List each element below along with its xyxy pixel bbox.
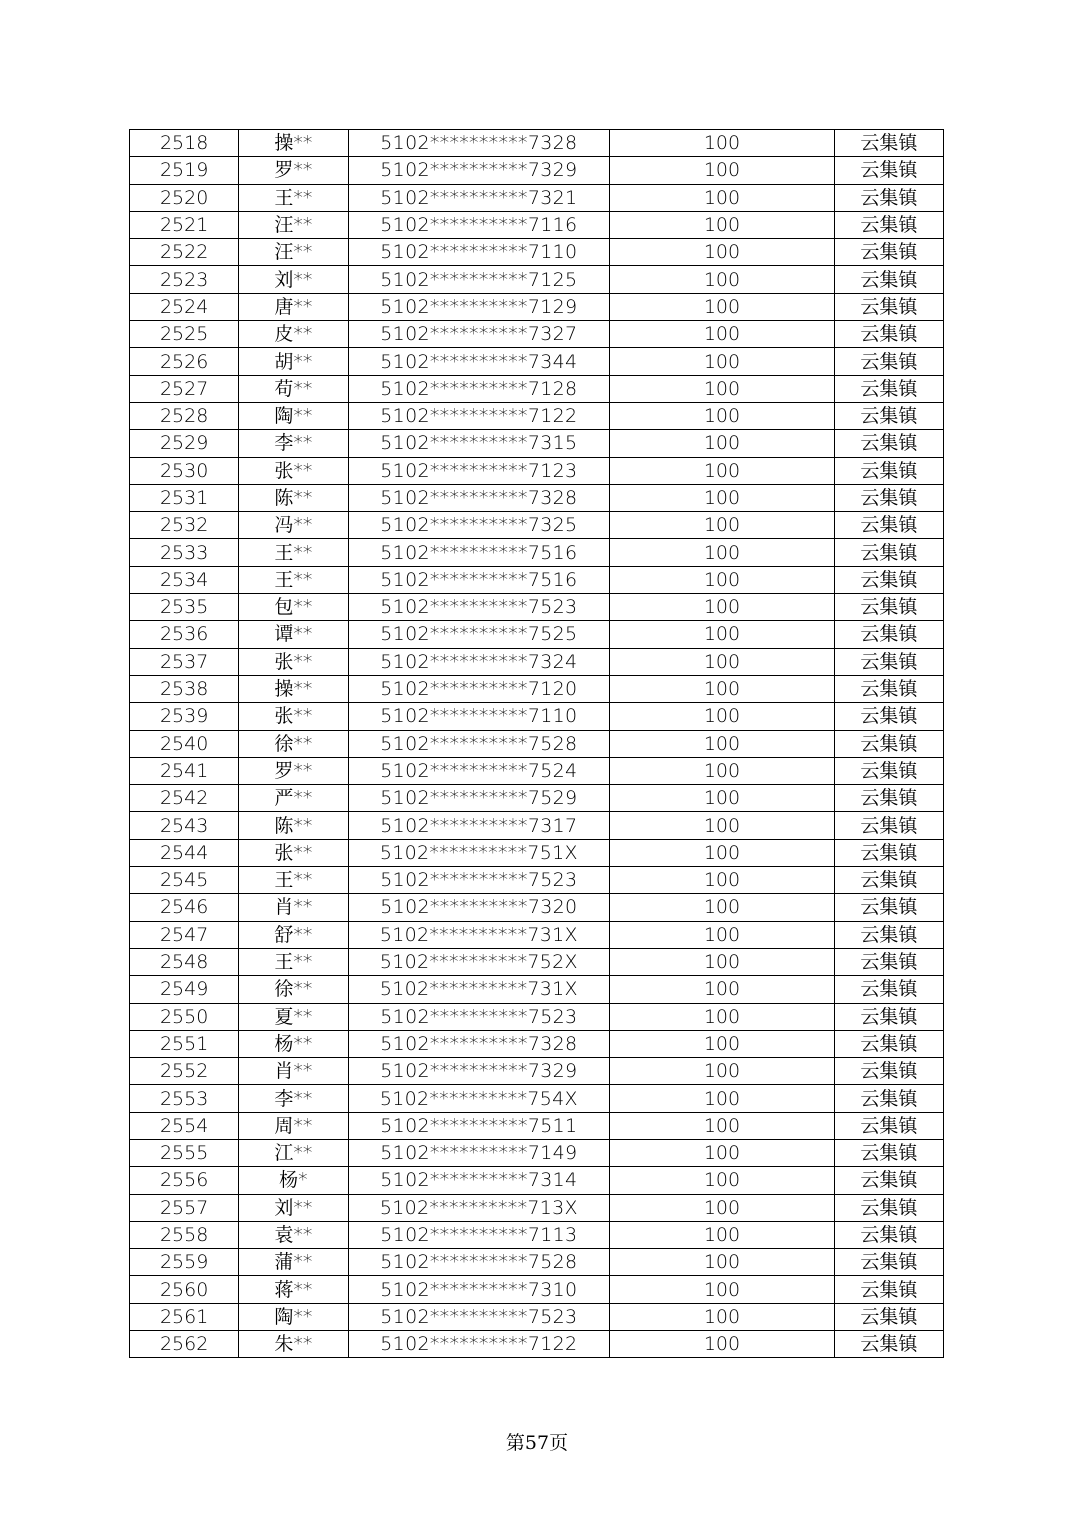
table-row (130, 348, 944, 375)
town-cell: 云集镇 (834, 1058, 943, 1085)
row-number-cell: 2522 (130, 239, 239, 266)
table-row (130, 703, 944, 730)
amount-cell: 100 (610, 157, 835, 184)
name-cell: 杨* (239, 1167, 348, 1194)
id-number-cell: 5102**********7524 (348, 757, 610, 784)
amount-cell: 100 (610, 211, 835, 238)
name-cell: 张** (239, 839, 348, 866)
table-row (130, 1139, 944, 1166)
table-row (130, 130, 944, 157)
id-number-cell: 5102**********7328 (348, 130, 610, 157)
id-number-cell: 5102**********7327 (348, 321, 610, 348)
amount-cell: 100 (610, 457, 835, 484)
id-number-cell: 5102**********731X (348, 921, 610, 948)
table-row (130, 1030, 944, 1057)
row-number-cell: 2553 (130, 1085, 239, 1112)
amount-cell: 100 (610, 1249, 835, 1276)
row-number-cell: 2523 (130, 266, 239, 293)
row-number-cell: 2545 (130, 867, 239, 894)
table-row (130, 921, 944, 948)
name-cell: 李** (239, 1085, 348, 1112)
town-cell: 云集镇 (834, 812, 943, 839)
name-cell: 皮** (239, 321, 348, 348)
id-number-cell: 5102**********7328 (348, 484, 610, 511)
id-number-cell: 5102**********7523 (348, 867, 610, 894)
town-cell: 云集镇 (834, 1276, 943, 1303)
row-number-cell: 2532 (130, 512, 239, 539)
table-row (130, 1003, 944, 1030)
row-number-cell: 2538 (130, 675, 239, 702)
town-cell: 云集镇 (834, 594, 943, 621)
row-number-cell: 2541 (130, 757, 239, 784)
row-number-cell: 2530 (130, 457, 239, 484)
amount-cell: 100 (610, 812, 835, 839)
town-cell: 云集镇 (834, 757, 943, 784)
town-cell: 云集镇 (834, 539, 943, 566)
row-number-cell: 2535 (130, 594, 239, 621)
town-cell: 云集镇 (834, 894, 943, 921)
name-cell: 周** (239, 1112, 348, 1139)
table-row (130, 812, 944, 839)
town-cell: 云集镇 (834, 375, 943, 402)
id-number-cell: 5102**********7129 (348, 293, 610, 320)
table-row (130, 1331, 944, 1358)
amount-cell: 100 (610, 184, 835, 211)
row-number-cell: 2547 (130, 921, 239, 948)
id-number-cell: 5102**********7525 (348, 621, 610, 648)
town-cell: 云集镇 (834, 1112, 943, 1139)
amount-cell: 100 (610, 512, 835, 539)
name-cell: 张** (239, 648, 348, 675)
row-number-cell: 2559 (130, 1249, 239, 1276)
table-row (130, 948, 944, 975)
id-number-cell: 5102**********7315 (348, 430, 610, 457)
id-number-cell: 5102**********7325 (348, 512, 610, 539)
id-number-cell: 5102**********7516 (348, 566, 610, 593)
row-number-cell: 2560 (130, 1276, 239, 1303)
town-cell: 云集镇 (834, 1221, 943, 1248)
id-number-cell: 5102**********713X (348, 1194, 610, 1221)
amount-cell: 100 (610, 921, 835, 948)
town-cell: 云集镇 (834, 976, 943, 1003)
amount-cell: 100 (610, 430, 835, 457)
id-number-cell: 5102**********7528 (348, 730, 610, 757)
amount-cell: 100 (610, 703, 835, 730)
id-number-cell: 5102**********754X (348, 1085, 610, 1112)
amount-cell: 100 (610, 484, 835, 511)
amount-cell: 100 (610, 1331, 835, 1358)
row-number-cell: 2527 (130, 375, 239, 402)
id-number-cell: 5102**********7314 (348, 1167, 610, 1194)
roster-table-body (130, 130, 944, 1358)
town-cell: 云集镇 (834, 1003, 943, 1030)
town-cell: 云集镇 (834, 239, 943, 266)
amount-cell: 100 (610, 675, 835, 702)
id-number-cell: 5102**********7328 (348, 1030, 610, 1057)
amount-cell: 100 (610, 348, 835, 375)
town-cell: 云集镇 (834, 1249, 943, 1276)
table-row (130, 894, 944, 921)
name-cell: 张** (239, 703, 348, 730)
amount-cell: 100 (610, 539, 835, 566)
table-row (130, 293, 944, 320)
table-row (130, 211, 944, 238)
name-cell: 操** (239, 675, 348, 702)
table-row (130, 648, 944, 675)
name-cell: 肖** (239, 894, 348, 921)
amount-cell: 100 (610, 1221, 835, 1248)
name-cell: 冯** (239, 512, 348, 539)
table-row (130, 976, 944, 1003)
row-number-cell: 2562 (130, 1331, 239, 1358)
id-number-cell: 5102**********7120 (348, 675, 610, 702)
row-number-cell: 2540 (130, 730, 239, 757)
id-number-cell: 5102**********7125 (348, 266, 610, 293)
name-cell: 刘** (239, 266, 348, 293)
table-row (130, 1085, 944, 1112)
name-cell: 徐** (239, 730, 348, 757)
table-row (130, 239, 944, 266)
row-number-cell: 2548 (130, 948, 239, 975)
town-cell: 云集镇 (834, 184, 943, 211)
table-row (130, 839, 944, 866)
id-number-cell: 5102**********7528 (348, 1249, 610, 1276)
table-row (130, 594, 944, 621)
amount-cell: 100 (610, 1112, 835, 1139)
amount-cell: 100 (610, 730, 835, 757)
amount-cell: 100 (610, 375, 835, 402)
town-cell: 云集镇 (834, 1303, 943, 1330)
table-row (130, 512, 944, 539)
town-cell: 云集镇 (834, 621, 943, 648)
town-cell: 云集镇 (834, 293, 943, 320)
id-number-cell: 5102**********7110 (348, 703, 610, 730)
row-number-cell: 2521 (130, 211, 239, 238)
amount-cell: 100 (610, 894, 835, 921)
table-row (130, 321, 944, 348)
row-number-cell: 2518 (130, 130, 239, 157)
id-number-cell: 5102**********7116 (348, 211, 610, 238)
town-cell: 云集镇 (834, 648, 943, 675)
row-number-cell: 2555 (130, 1139, 239, 1166)
town-cell: 云集镇 (834, 157, 943, 184)
row-number-cell: 2558 (130, 1221, 239, 1248)
row-number-cell: 2519 (130, 157, 239, 184)
table-row (130, 1167, 944, 1194)
amount-cell: 100 (610, 1194, 835, 1221)
table-row (130, 1194, 944, 1221)
id-number-cell: 5102**********751X (348, 839, 610, 866)
amount-cell: 100 (610, 757, 835, 784)
id-number-cell: 5102**********7122 (348, 1331, 610, 1358)
id-number-cell: 5102**********7516 (348, 539, 610, 566)
amount-cell: 100 (610, 321, 835, 348)
row-number-cell: 2557 (130, 1194, 239, 1221)
row-number-cell: 2531 (130, 484, 239, 511)
name-cell: 陶** (239, 1303, 348, 1330)
town-cell: 云集镇 (834, 321, 943, 348)
amount-cell: 100 (610, 1276, 835, 1303)
town-cell: 云集镇 (834, 730, 943, 757)
amount-cell: 100 (610, 1303, 835, 1330)
town-cell: 云集镇 (834, 867, 943, 894)
id-number-cell: 5102**********7113 (348, 1221, 610, 1248)
table-row (130, 1221, 944, 1248)
id-number-cell: 5102**********7122 (348, 402, 610, 429)
amount-cell: 100 (610, 948, 835, 975)
name-cell: 汪** (239, 239, 348, 266)
id-number-cell: 5102**********7511 (348, 1112, 610, 1139)
name-cell: 陈** (239, 484, 348, 511)
id-number-cell: 5102**********7149 (348, 1139, 610, 1166)
table-row (130, 266, 944, 293)
name-cell: 舒** (239, 921, 348, 948)
name-cell: 朱** (239, 1331, 348, 1358)
amount-cell: 100 (610, 976, 835, 1003)
id-number-cell: 5102**********7529 (348, 785, 610, 812)
name-cell: 汪** (239, 211, 348, 238)
name-cell: 蒋** (239, 1276, 348, 1303)
town-cell: 云集镇 (834, 1030, 943, 1057)
amount-cell: 100 (610, 402, 835, 429)
row-number-cell: 2534 (130, 566, 239, 593)
town-cell: 云集镇 (834, 430, 943, 457)
row-number-cell: 2543 (130, 812, 239, 839)
name-cell: 江** (239, 1139, 348, 1166)
name-cell: 杨** (239, 1030, 348, 1057)
table-row (130, 621, 944, 648)
id-number-cell: 5102**********7123 (348, 457, 610, 484)
id-number-cell: 5102**********7310 (348, 1276, 610, 1303)
id-number-cell: 5102**********7128 (348, 375, 610, 402)
town-cell: 云集镇 (834, 130, 943, 157)
amount-cell: 100 (610, 239, 835, 266)
name-cell: 李** (239, 430, 348, 457)
name-cell: 王** (239, 867, 348, 894)
town-cell: 云集镇 (834, 211, 943, 238)
row-number-cell: 2536 (130, 621, 239, 648)
name-cell: 袁** (239, 1221, 348, 1248)
town-cell: 云集镇 (834, 1085, 943, 1112)
table-row (130, 757, 944, 784)
table-row (130, 402, 944, 429)
town-cell: 云集镇 (834, 566, 943, 593)
amount-cell: 100 (610, 1167, 835, 1194)
town-cell: 云集镇 (834, 1139, 943, 1166)
name-cell: 夏** (239, 1003, 348, 1030)
amount-cell: 100 (610, 621, 835, 648)
town-cell: 云集镇 (834, 512, 943, 539)
amount-cell: 100 (610, 130, 835, 157)
name-cell: 王** (239, 566, 348, 593)
table-row (130, 1276, 944, 1303)
table-row (130, 785, 944, 812)
amount-cell: 100 (610, 867, 835, 894)
name-cell: 蒲** (239, 1249, 348, 1276)
id-number-cell: 5102**********731X (348, 976, 610, 1003)
table-row (130, 566, 944, 593)
row-number-cell: 2554 (130, 1112, 239, 1139)
table-row (130, 1058, 944, 1085)
id-number-cell: 5102**********7110 (348, 239, 610, 266)
name-cell: 陶** (239, 402, 348, 429)
row-number-cell: 2556 (130, 1167, 239, 1194)
name-cell: 罗** (239, 757, 348, 784)
name-cell: 徐** (239, 976, 348, 1003)
amount-cell: 100 (610, 1003, 835, 1030)
town-cell: 云集镇 (834, 675, 943, 702)
row-number-cell: 2551 (130, 1030, 239, 1057)
name-cell: 王** (239, 539, 348, 566)
table-row (130, 375, 944, 402)
row-number-cell: 2552 (130, 1058, 239, 1085)
name-cell: 谭** (239, 621, 348, 648)
id-number-cell: 5102**********7329 (348, 157, 610, 184)
name-cell: 王** (239, 184, 348, 211)
row-number-cell: 2526 (130, 348, 239, 375)
row-number-cell: 2549 (130, 976, 239, 1003)
name-cell: 肖** (239, 1058, 348, 1085)
town-cell: 云集镇 (834, 948, 943, 975)
table-row (130, 867, 944, 894)
name-cell: 陈** (239, 812, 348, 839)
table-row (130, 484, 944, 511)
name-cell: 胡** (239, 348, 348, 375)
amount-cell: 100 (610, 785, 835, 812)
row-number-cell: 2539 (130, 703, 239, 730)
row-number-cell: 2520 (130, 184, 239, 211)
row-number-cell: 2550 (130, 1003, 239, 1030)
row-number-cell: 2561 (130, 1303, 239, 1330)
amount-cell: 100 (610, 1085, 835, 1112)
amount-cell: 100 (610, 293, 835, 320)
town-cell: 云集镇 (834, 348, 943, 375)
name-cell: 操** (239, 130, 348, 157)
table-row (130, 1249, 944, 1276)
amount-cell: 100 (610, 1030, 835, 1057)
town-cell: 云集镇 (834, 839, 943, 866)
town-cell: 云集镇 (834, 1167, 943, 1194)
table-row (130, 1112, 944, 1139)
page-number: 第57页 (505, 1432, 569, 1454)
row-number-cell: 2529 (130, 430, 239, 457)
town-cell: 云集镇 (834, 266, 943, 293)
amount-cell: 100 (610, 266, 835, 293)
row-number-cell: 2537 (130, 648, 239, 675)
name-cell: 唐** (239, 293, 348, 320)
table-row (130, 675, 944, 702)
amount-cell: 100 (610, 1058, 835, 1085)
row-number-cell: 2533 (130, 539, 239, 566)
table-row (130, 430, 944, 457)
town-cell: 云集镇 (834, 484, 943, 511)
town-cell: 云集镇 (834, 457, 943, 484)
table-row (130, 539, 944, 566)
id-number-cell: 5102**********7317 (348, 812, 610, 839)
row-number-cell: 2528 (130, 402, 239, 429)
id-number-cell: 5102**********7523 (348, 594, 610, 621)
town-cell: 云集镇 (834, 921, 943, 948)
amount-cell: 100 (610, 648, 835, 675)
town-cell: 云集镇 (834, 785, 943, 812)
table-row (130, 184, 944, 211)
id-number-cell: 5102**********7523 (348, 1303, 610, 1330)
town-cell: 云集镇 (834, 703, 943, 730)
id-number-cell: 5102**********7344 (348, 348, 610, 375)
row-number-cell: 2544 (130, 839, 239, 866)
name-cell: 严** (239, 785, 348, 812)
table-row (130, 1303, 944, 1330)
id-number-cell: 5102**********752X (348, 948, 610, 975)
amount-cell: 100 (610, 566, 835, 593)
row-number-cell: 2525 (130, 321, 239, 348)
row-number-cell: 2542 (130, 785, 239, 812)
id-number-cell: 5102**********7523 (348, 1003, 610, 1030)
name-cell: 王** (239, 948, 348, 975)
roster-table (129, 129, 944, 1358)
name-cell: 张** (239, 457, 348, 484)
id-number-cell: 5102**********7320 (348, 894, 610, 921)
name-cell: 刘** (239, 1194, 348, 1221)
row-number-cell: 2524 (130, 293, 239, 320)
id-number-cell: 5102**********7321 (348, 184, 610, 211)
town-cell: 云集镇 (834, 1194, 943, 1221)
row-number-cell: 2546 (130, 894, 239, 921)
name-cell: 罗** (239, 157, 348, 184)
id-number-cell: 5102**********7329 (348, 1058, 610, 1085)
amount-cell: 100 (610, 594, 835, 621)
name-cell: 苟** (239, 375, 348, 402)
table-row (130, 457, 944, 484)
table-row (130, 730, 944, 757)
amount-cell: 100 (610, 839, 835, 866)
name-cell: 包** (239, 594, 348, 621)
town-cell: 云集镇 (834, 1331, 943, 1358)
id-number-cell: 5102**********7324 (348, 648, 610, 675)
table-row (130, 157, 944, 184)
town-cell: 云集镇 (834, 402, 943, 429)
amount-cell: 100 (610, 1139, 835, 1166)
